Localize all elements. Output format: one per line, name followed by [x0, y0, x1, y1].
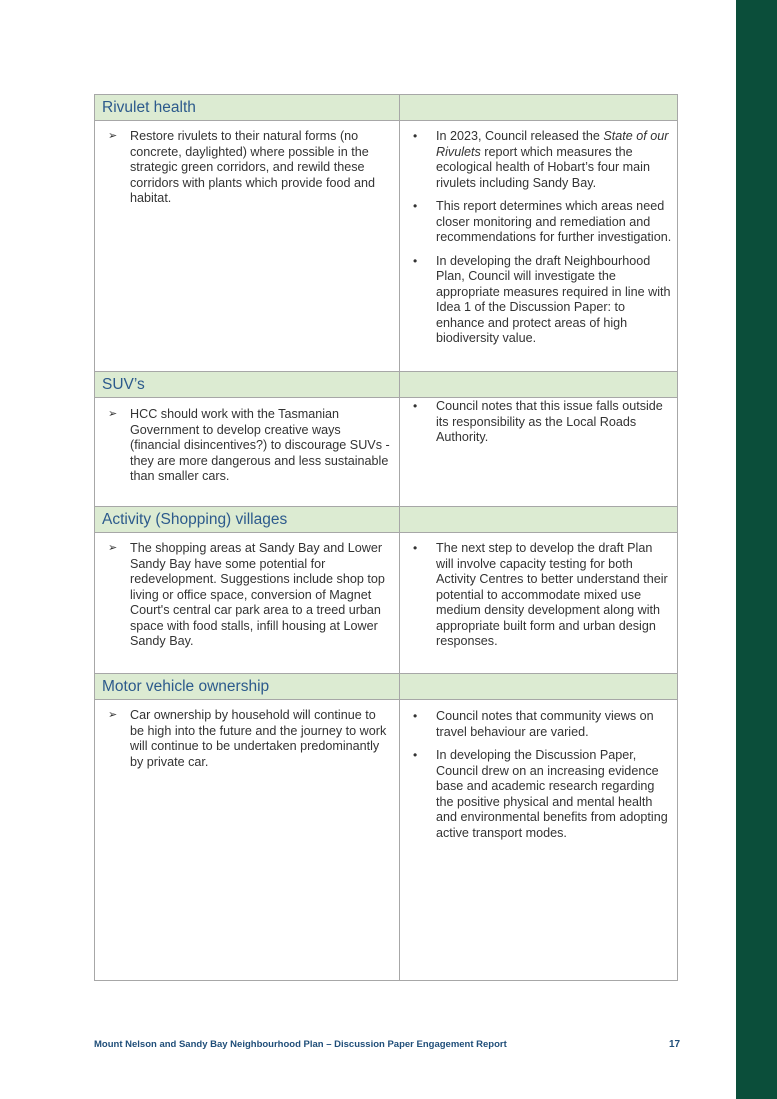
section-header-cell — [95, 372, 400, 398]
comment-list — [95, 541, 399, 650]
comment-cell — [95, 700, 400, 981]
response-item: • Council notes that this issue falls outside its responsibility as the Local Roads Authority. — [413, 399, 663, 444]
footer-report-title: Mount Nelson and Sandy Bay Neighbourhood Plan – Discussion Paper Engagement Report — [94, 1039, 507, 1050]
comment-item: ➢ HCC should work with the Tasmanian Government to develop creative ways (financial disincentives?) to discourage SUVs - they are more dangerous and less sustainable than smaller cars. — [108, 407, 390, 483]
section-header-cell — [95, 95, 400, 121]
section-title: Activity (Shopping) villages — [102, 510, 288, 528]
section-header-cell — [95, 507, 400, 533]
comment-cell — [95, 533, 400, 674]
section-body-row — [95, 398, 678, 507]
side-color-bar — [736, 0, 777, 1099]
response-list — [400, 709, 677, 841]
response-item: • This report determines which areas need closer monitoring and remediation and recommendations for further investigation. — [413, 199, 672, 244]
bullet-icon: • — [413, 748, 418, 762]
response-cell — [400, 533, 678, 674]
response-item: • In developing the Discussion Paper, Council drew on an increasing evidence base and academic research regarding the positive physical and mental health and environmental benefits from adopting active transport modes. — [413, 748, 668, 840]
section-header-cell — [95, 674, 400, 700]
response-item: • In 2023, Council released the State of our Rivulets report which measures the ecological health of Hobart’s four main rivulets including Sandy Bay. — [413, 129, 669, 190]
section-body-row — [95, 533, 678, 674]
section-title: Motor vehicle ownership — [102, 677, 270, 695]
arrow-bullet-icon: ➢ — [108, 408, 118, 420]
bullet-icon: • — [413, 199, 418, 213]
response-list — [400, 541, 677, 650]
section-header-row — [95, 507, 678, 533]
response-cell — [400, 398, 678, 507]
arrow-bullet-icon: ➢ — [108, 130, 118, 142]
response-item: • Council notes that community views on travel behaviour are varied. — [413, 709, 654, 739]
section-header-row — [95, 372, 678, 398]
comment-item: ➢ Restore rivulets to their natural forms (no concrete, daylighted) where possible in the strategic green corridors, and rewild these corridors with plants which provide food and habitat. — [108, 129, 376, 205]
section-header-empty-cell — [400, 95, 678, 121]
section-body-row — [95, 121, 678, 372]
bullet-icon: • — [413, 253, 418, 268]
response-item: • The next step to develop the draft Plan will involve capacity testing for both Activity Centres to better understand their potential to accommodate mixed use medium density development along with appropriate built form and urban design responses. — [413, 541, 668, 648]
bullet-icon: • — [413, 541, 418, 555]
bullet-icon: • — [413, 709, 418, 723]
arrow-bullet-icon: ➢ — [108, 709, 118, 721]
section-title: SUV’s — [102, 375, 145, 393]
section-header-row — [95, 674, 678, 700]
bullet-icon: • — [413, 129, 418, 143]
response-cell — [400, 121, 678, 372]
footer-page-number: 17 — [669, 1039, 681, 1050]
section-header-empty-cell — [400, 507, 678, 533]
section-title: Rivulet health — [102, 98, 196, 116]
comment-list — [95, 708, 399, 770]
comment-list — [95, 407, 399, 485]
comment-item: ➢ The shopping areas at Sandy Bay and Lower Sandy Bay have some potential for redevelopment. Suggestions include shop top living or office space, conversion of Magnet Court's central car park area to a treed urban space with food stalls, infill housing at Lower Sandy Bay. — [108, 541, 385, 648]
bullet-icon: • — [413, 399, 418, 413]
comment-cell — [95, 121, 400, 372]
section-body-row — [95, 700, 678, 981]
comment-list — [95, 129, 399, 207]
section-header-row — [95, 95, 678, 121]
response-list — [400, 129, 677, 347]
comment-cell — [95, 398, 400, 507]
arrow-bullet-icon: ➢ — [108, 542, 118, 554]
section-header-empty-cell — [400, 674, 678, 700]
section-header-empty-cell — [400, 372, 678, 398]
responses-table — [94, 94, 678, 981]
response-list — [400, 399, 677, 446]
response-item: • In developing the draft Neighbourhood Plan, Council will investigate the appropriate measures required in line with Idea 1 of the Discussion Paper: to enhance and protect areas of high biodiversity value. — [413, 253, 671, 345]
response-cell — [400, 700, 678, 981]
comment-item: ➢ Car ownership by household will continue to be high into the future and the journey to work will continue to be undertaken predominantly by private car. — [108, 708, 387, 769]
